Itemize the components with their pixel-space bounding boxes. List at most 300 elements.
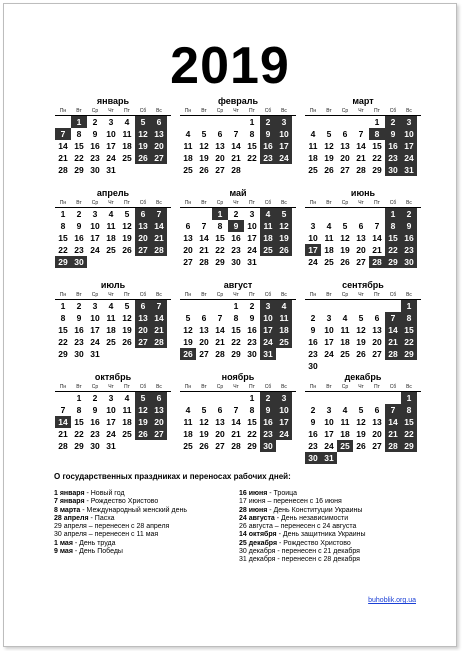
day-cell-holiday: 28 [385,348,401,360]
day-cell-holiday: 14 [151,220,167,232]
day-cell: 29 [247,441,257,451]
day-cell: 6 [185,221,191,231]
empty-cell [196,116,212,128]
holiday-text: - Пасха [88,514,115,522]
holiday-line [239,556,424,564]
weekday-label: Пт [124,200,130,206]
month-name: июль [100,280,126,290]
holiday-text: - Международный женский день [80,506,188,514]
day-cell: 6 [201,313,207,323]
day-cell: 19 [340,245,350,255]
day-cell: 24 [324,441,334,451]
day-cell: 8 [217,221,223,231]
day-cell-holiday: 9 [260,404,276,416]
day-cell: 30 [247,349,257,359]
weekday-label: Пт [124,108,130,114]
holiday-line [239,515,424,523]
day-cell: 20 [183,245,193,255]
day-cell-holiday: 6 [151,116,167,128]
day-cell: 7 [60,405,66,415]
weekday-label: Пн [309,108,317,114]
day-cell: 19 [356,429,366,439]
day-cell: 29 [74,441,84,451]
day-cell: 3 [310,221,316,231]
day-cell: 14 [58,141,68,151]
holiday-text: - День независимости [274,514,349,522]
day-cell: 14 [199,233,209,243]
holiday-date: 28 июня [239,506,268,514]
day-cell-holiday: 12 [135,404,151,416]
day-cell: 22 [58,245,68,255]
day-cell: 5 [358,405,364,415]
holiday-date: 1 января [54,490,85,497]
holiday-line [54,515,239,523]
day-cell-holiday: 23 [401,244,417,256]
day-cell: 27 [356,257,366,267]
day-cell: 10 [106,405,116,415]
day-cell-holiday: 13 [151,404,167,416]
day-cell: 13 [199,325,209,335]
month-name: январь [96,96,130,106]
day-cell: 20 [215,153,225,163]
day-cell: 26 [356,441,366,451]
weekday-label: Сб [389,292,397,298]
day-cell: 22 [74,429,84,439]
day-cell: 22 [247,429,257,439]
day-cell-holiday: 20 [135,232,151,244]
weekday-header [305,383,421,391]
day-cell: 15 [58,233,68,243]
day-cell: 23 [90,429,100,439]
day-cell: 7 [233,129,239,139]
weekday-label: Вт [326,200,332,206]
empty-cell [55,392,71,404]
day-cell-holiday: 9 [401,220,417,232]
day-cell-holiday: 17 [401,140,417,152]
weekday-label: Вс [156,292,162,298]
empty-cell [321,116,337,128]
month-7 [180,280,296,360]
weekday-label: Сб [139,384,147,390]
day-cell: 9 [310,325,316,335]
day-cell: 1 [60,209,66,219]
month-name: август [223,280,253,290]
day-cell: 23 [74,245,84,255]
day-cell: 2 [310,313,316,323]
holiday-date: 28 апреля [54,514,89,522]
day-cell: 11 [324,233,334,243]
day-cell: 27 [215,165,225,175]
day-cell: 5 [124,209,130,219]
day-cell: 17 [106,417,116,427]
day-cell-holiday: 1 [401,392,417,404]
day-cell: 25 [106,337,116,347]
day-cell: 19 [199,429,209,439]
weekday-label: Сб [264,200,272,206]
day-cell-holiday: 12 [135,128,151,140]
day-cell: 10 [106,129,116,139]
empty-cell [305,116,321,128]
holiday-line [54,490,239,498]
day-cell-holiday: 7 [151,208,167,220]
day-cell-holiday: 1 [212,208,228,220]
holiday-line [54,540,239,548]
day-cell: 10 [90,221,100,231]
month-name: март [352,96,374,106]
day-cell: 3 [108,117,114,127]
holiday-text: 31 декабря - перенесен с 28 декабря [239,556,360,564]
day-cell: 4 [124,117,130,127]
day-cell-holiday: 3 [260,300,276,312]
day-cell-holiday: 17 [260,324,276,336]
day-cell: 12 [199,417,209,427]
day-cell: 21 [372,245,382,255]
month-6 [55,280,171,360]
day-cell: 9 [249,313,255,323]
day-cell-holiday: 1 [401,300,417,312]
day-cell: 13 [356,233,366,243]
day-cell-holiday: 15 [401,324,417,336]
weekday-label: Вс [281,292,287,298]
day-cell: 13 [340,141,350,151]
day-cell-holiday: 24 [401,152,417,164]
day-cell: 13 [215,141,225,151]
empty-cell [212,116,228,128]
day-cell: 11 [106,221,116,231]
day-cell: 14 [215,325,225,335]
empty-cell [385,392,401,404]
weekday-label: Ср [216,200,224,206]
day-cell: 19 [122,325,132,335]
day-cell-holiday: 4 [260,208,276,220]
weekday-header [180,199,296,207]
weekday-label: Вт [326,292,332,298]
weekday-label: Пн [184,292,192,298]
day-cell-holiday: 26 [135,152,151,164]
day-cell-holiday: 22 [385,244,401,256]
month-4 [180,188,296,268]
weekday-label: Сб [389,108,397,114]
day-cell-holiday: 23 [260,428,276,440]
day-cell: 4 [326,221,332,231]
day-cell: 27 [215,441,225,451]
day-cell: 17 [106,141,116,151]
day-cell: 3 [92,301,98,311]
day-cell-holiday: 23 [260,152,276,164]
day-cell-holiday: 27 [151,152,167,164]
day-cell-holiday: 4 [276,300,292,312]
weekday-label: Чт [358,292,364,298]
day-cell-holiday: 24 [276,152,292,164]
day-cell: 17 [90,233,100,243]
day-cell: 25 [122,429,132,439]
day-cell: 27 [183,257,193,267]
weekday-label: Вт [76,200,82,206]
weekday-label: Чт [233,384,239,390]
month-5 [305,188,421,268]
day-cell-holiday: 1 [71,116,87,128]
day-grid [55,115,171,176]
empty-cell [353,300,369,312]
holiday-text: - Рождество Христово [84,498,159,506]
day-cell-holiday: 13 [135,312,151,324]
day-cell: 26 [356,349,366,359]
holidays-left-column [54,490,239,565]
day-cell-holiday: 29 [401,348,417,360]
day-grid [305,299,421,372]
holiday-date: 1 мая [54,539,73,547]
empty-cell [337,208,353,220]
holiday-text: - Рождество Христово [277,539,351,547]
day-cell-holiday: 25 [337,440,353,452]
day-cell: 9 [76,313,82,323]
month-9 [55,372,171,452]
day-cell-holiday: 7 [385,312,401,324]
day-cell: 4 [124,393,130,403]
weekday-label: Сб [139,292,147,298]
day-grid [180,391,296,452]
day-cell: 15 [231,325,241,335]
holiday-text: 26 августа – перенесен с 24 августа [239,523,357,531]
day-cell: 31 [90,349,100,359]
holiday-date: 14 октября [239,531,277,539]
weekday-label: Чт [108,384,114,390]
day-cell: 26 [324,165,334,175]
day-cell-holiday: 10 [401,128,417,140]
holiday-line [239,540,424,548]
weekday-header [305,107,421,115]
day-cell-holiday: 13 [135,220,151,232]
month-2 [305,96,421,176]
day-cell: 12 [356,417,366,427]
day-cell: 8 [60,221,66,231]
day-cell: 28 [356,165,366,175]
day-cell: 25 [183,165,193,175]
day-cell: 18 [106,233,116,243]
day-cell-holiday: 13 [151,128,167,140]
day-cell: 28 [215,349,225,359]
weekday-label: Вс [281,108,287,114]
day-cell-holiday: 9 [385,128,401,140]
day-cell: 31 [106,441,116,451]
day-cell: 31 [106,165,116,175]
day-cell-holiday: 23 [385,152,401,164]
day-cell: 23 [231,245,241,255]
day-cell: 14 [231,417,241,427]
day-cell: 18 [183,153,193,163]
day-cell: 15 [74,417,84,427]
day-cell: 24 [106,153,116,163]
day-cell: 14 [372,233,382,243]
holidays-info [54,472,424,565]
day-cell-holiday: 11 [276,312,292,324]
weekday-header [55,291,171,299]
day-cell: 25 [340,349,350,359]
day-cell: 23 [308,349,318,359]
day-cell: 16 [74,233,84,243]
holiday-date: 25 декабря [239,539,278,547]
weekday-label: Вт [76,292,82,298]
day-cell: 12 [199,141,209,151]
day-cell: 27 [199,349,209,359]
day-cell: 11 [122,405,132,415]
empty-cell [337,116,353,128]
day-cell-holiday: 17 [276,416,292,428]
day-grid [180,207,296,268]
day-grid [55,207,171,268]
weekday-label: Ср [216,108,224,114]
day-cell: 17 [324,337,334,347]
day-cell-holiday: 5 [135,116,151,128]
day-cell: 20 [199,337,209,347]
day-cell: 6 [342,129,348,139]
weekday-label: Пн [184,200,192,206]
day-cell: 13 [183,233,193,243]
day-cell: 14 [356,141,366,151]
day-cell: 19 [183,337,193,347]
day-cell: 19 [199,153,209,163]
day-cell: 12 [183,325,193,335]
empty-cell [369,208,385,220]
day-cell: 4 [108,301,114,311]
day-cell: 1 [76,393,82,403]
empty-cell [353,392,369,404]
day-cell: 10 [324,417,334,427]
day-cell: 26 [122,337,132,347]
day-cell: 23 [247,337,257,347]
day-cell: 29 [74,165,84,175]
month-name: ноябрь [221,372,255,382]
day-cell: 23 [90,153,100,163]
weekday-label: Сб [389,200,397,206]
weekday-label: Пн [59,108,67,114]
holiday-text: 30 апреля – перенесен с 11 мая [54,531,159,539]
weekday-label: Пт [374,200,380,206]
weekday-label: Чт [358,108,364,114]
holiday-text: - Троица [267,490,298,497]
day-cell: 6 [374,405,380,415]
day-cell: 2 [233,209,239,219]
day-cell: 16 [90,141,100,151]
day-cell: 10 [247,221,257,231]
day-cell: 24 [106,429,116,439]
day-cell: 9 [92,129,98,139]
day-grid [305,115,421,176]
day-cell-holiday: 17 [305,244,321,256]
day-grid [55,391,171,452]
day-cell: 16 [308,429,318,439]
weekday-header [55,107,171,115]
empty-cell [228,392,244,404]
empty-cell [305,392,321,404]
holiday-line [54,548,239,556]
weekday-label: Ср [216,292,224,298]
day-cell: 17 [324,429,334,439]
day-cell-holiday: 21 [385,428,401,440]
day-cell: 21 [58,429,68,439]
weekday-label: Ср [91,108,99,114]
holiday-text: - День труда [72,539,116,547]
weekday-label: Чт [358,384,364,390]
weekday-label: Ср [341,292,349,298]
holidays-title: О государственных праздниках и переносах рабочих дней: [54,472,291,481]
day-cell: 25 [106,245,116,255]
month-3 [55,188,171,268]
day-cell-holiday: 7 [385,404,401,416]
day-cell: 30 [231,257,241,267]
day-cell: 5 [358,313,364,323]
day-cell: 21 [231,153,241,163]
empty-cell [385,300,401,312]
holiday-line [54,531,239,539]
weekday-label: Пн [309,292,317,298]
day-cell-holiday: 30 [260,440,276,452]
day-cell: 13 [372,325,382,335]
day-cell: 4 [310,129,316,139]
day-cell-holiday: 6 [135,300,151,312]
day-cell: 23 [74,337,84,347]
site-link[interactable]: buhoblik.org.ua [368,597,416,604]
day-cell-holiday: 28 [385,440,401,452]
weekday-label: Пт [124,384,130,390]
day-cell: 21 [231,429,241,439]
day-cell-holiday: 24 [276,428,292,440]
weekday-label: Пн [184,384,192,390]
day-cell: 11 [340,417,350,427]
empty-cell [180,300,196,312]
day-cell-holiday: 20 [151,140,167,152]
day-cell: 3 [326,405,332,415]
day-cell-holiday: 29 [55,256,71,268]
weekday-label: Пт [374,384,380,390]
weekday-label: Вс [156,384,162,390]
day-cell: 1 [233,301,239,311]
month-10 [180,372,296,452]
weekday-label: Сб [264,292,272,298]
day-cell: 20 [372,337,382,347]
day-cell-holiday: 7 [55,128,71,140]
day-cell: 16 [74,325,84,335]
day-cell: 4 [342,313,348,323]
day-cell: 12 [122,313,132,323]
holidays-right-column [239,490,424,565]
holiday-text: - Новый год [84,490,125,497]
weekday-label: Ср [91,384,99,390]
day-cell: 18 [183,429,193,439]
day-cell: 6 [374,313,380,323]
day-cell-holiday: 7 [151,300,167,312]
day-grid [305,391,421,464]
day-cell: 27 [340,165,350,175]
day-cell: 30 [90,441,100,451]
weekday-label: Пн [309,384,317,390]
day-cell-holiday: 19 [135,416,151,428]
weekday-label: Чт [233,108,239,114]
weekday-label: Ср [91,292,99,298]
weekday-label: Пт [249,108,255,114]
day-cell: 4 [185,129,191,139]
weekday-label: Пн [309,200,317,206]
day-cell: 11 [340,325,350,335]
weekday-label: Чт [108,292,114,298]
empty-cell [305,208,321,220]
month-8 [305,280,421,372]
weekday-label: Вс [156,108,162,114]
weekday-label: Сб [139,200,147,206]
weekday-label: Ср [216,384,224,390]
day-cell: 14 [231,141,241,151]
day-cell: 10 [90,313,100,323]
